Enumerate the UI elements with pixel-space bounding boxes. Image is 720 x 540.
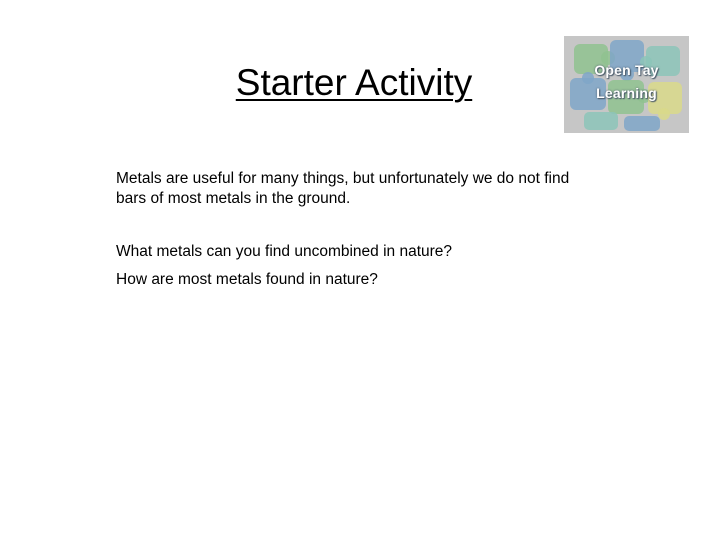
body-question-found: How are most metals found in nature? — [116, 271, 378, 288]
body-paragraph-intro: Metals are useful for many things, but unfortunately we do not find bars of most metals in the ground. — [116, 170, 570, 207]
logo-text-line1: Open Tay — [594, 62, 659, 78]
open-tay-learning-logo — [564, 36, 689, 133]
logo-text-line2: Learning — [596, 85, 657, 101]
body-question-uncombined: What metals can you find uncombined in nature? — [116, 243, 453, 260]
slide-title: Starter Activity — [235, 62, 473, 103]
